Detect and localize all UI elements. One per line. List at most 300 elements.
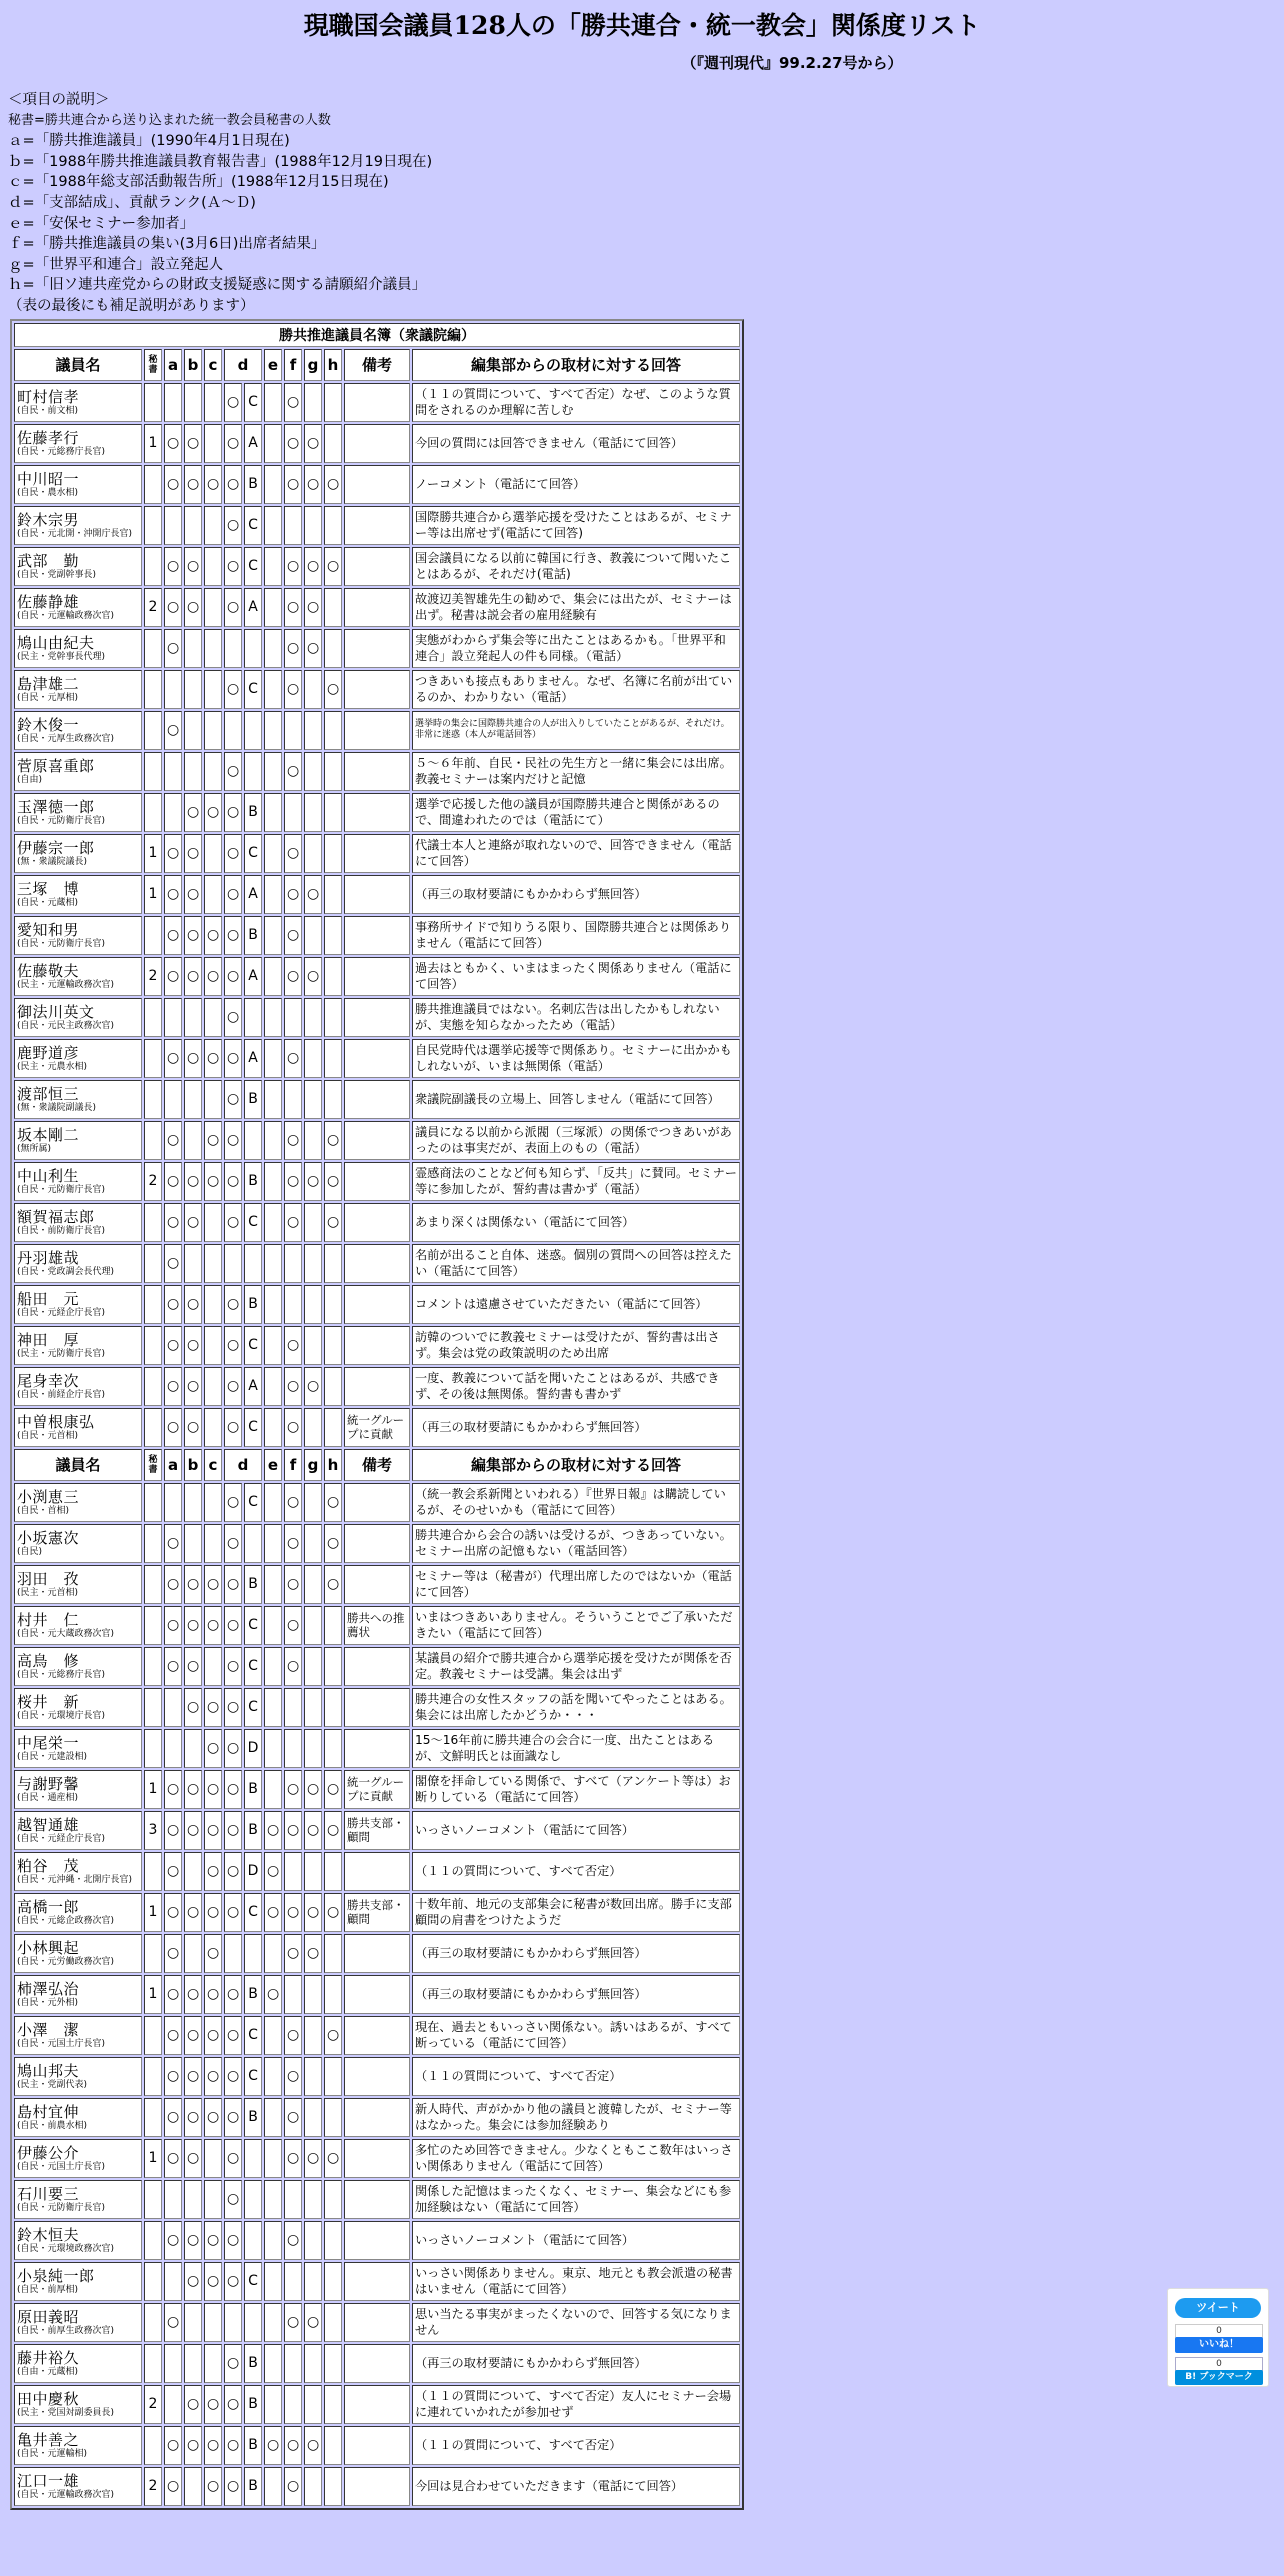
mark-f: ○ (284, 547, 302, 586)
member-cell (14, 1524, 142, 1563)
mark-a: ○ (164, 1367, 182, 1406)
member-name: 石川要三 (17, 2184, 80, 2203)
mark-b: ○ (184, 2139, 202, 2178)
mark-b: ○ (184, 834, 202, 873)
answer-cell: 霊感商法のことなど何も知らず、「反共」に賛同。セミナー等に参加したが、誓約書は書かず（電話） (412, 1162, 740, 1201)
mark-d: ○ (224, 752, 242, 791)
mark-a: ○ (164, 2139, 182, 2178)
mark-f: ○ (284, 1367, 302, 1406)
mark-e (264, 1408, 282, 1447)
mark-b: ○ (184, 957, 202, 996)
rank-d: C (244, 1647, 262, 1686)
mark-g (304, 1121, 322, 1160)
mark-b: ○ (184, 1770, 202, 1809)
table-row (14, 1285, 740, 1324)
table-row (14, 793, 740, 832)
mark-f: ○ (284, 2221, 302, 2260)
table-row (14, 1483, 740, 1522)
member-cell (14, 1080, 142, 1119)
hisho-count (144, 916, 162, 955)
member-party: (自民・元運輸政務次官) (17, 610, 115, 621)
mark-c: ○ (204, 1162, 222, 1201)
mark-b: ○ (184, 1647, 202, 1686)
rank-d: C (244, 1483, 262, 1522)
mark-c (204, 424, 222, 463)
note-cell (344, 1934, 410, 1973)
mark-c: ○ (204, 1934, 222, 1973)
mark-g (304, 1408, 322, 1447)
legend (8, 90, 1284, 317)
mark-e (264, 793, 282, 832)
mark-b (184, 670, 202, 709)
mark-b: ○ (184, 465, 202, 504)
rank-d: C (244, 2057, 262, 2096)
table-row (14, 2016, 740, 2055)
mark-f (284, 1852, 302, 1891)
rank-d: A (244, 875, 262, 914)
hisho-count (144, 1934, 162, 1973)
note-cell (344, 2467, 410, 2506)
mark-d: ○ (224, 957, 242, 996)
hisho-count (144, 1565, 162, 1604)
mark-b (184, 1852, 202, 1891)
mark-b: ○ (184, 1811, 202, 1850)
mark-e (264, 2303, 282, 2342)
rank-d: B (244, 916, 262, 955)
mark-d: ○ (224, 2221, 242, 2260)
member-party: (自民・元防衛庁長官) (17, 938, 106, 949)
mark-h (324, 2098, 342, 2137)
mark-e (264, 752, 282, 791)
member-party: (民主・党副代表) (17, 2079, 88, 2090)
header-name: 議員名 (14, 349, 142, 381)
share-widget (1167, 2288, 1269, 2387)
member-party: (無・衆議院議長) (17, 856, 88, 867)
answer-cell: いっさいノーコメント（電話にて回答） (412, 2221, 740, 2260)
member-name: 中尾栄一 (17, 1733, 80, 1752)
mark-c (204, 2303, 222, 2342)
rank-d: A (244, 1039, 262, 1078)
mark-a: ○ (164, 1975, 182, 2014)
rank-d: B (244, 1162, 262, 1201)
rank-d: C (244, 1688, 262, 1727)
member-party: (自民・元厚相) (17, 692, 79, 703)
hatena-bookmark-button[interactable]: B! ブックマーク (1175, 2370, 1263, 2385)
facebook-like-count: 0 (1175, 2324, 1263, 2338)
member-party: (自民・農水相) (17, 487, 79, 498)
legend-item: 秘書=勝共連合から送り込まれた統一教会員秘書の人数 (8, 112, 331, 128)
mark-e (264, 1934, 282, 1973)
rank-d: B (244, 1285, 262, 1324)
answer-cell: 某議員の紹介で勝共連合から選挙応援を受けたが関係を否定。教義セミナーは受講。集会は出ず (412, 1647, 740, 1686)
mark-h (324, 793, 342, 832)
note-cell: 統一グループに貢献 (344, 1408, 410, 1447)
mark-f: ○ (284, 2426, 302, 2465)
member-name: 佐藤静雄 (17, 592, 80, 611)
rank-d (244, 752, 262, 791)
mark-d: ○ (224, 1080, 242, 1119)
rank-d (244, 998, 262, 1037)
answer-cell: （１１の質問について、すべて否定） (412, 1852, 740, 1891)
member-cell (14, 1606, 142, 1645)
mark-g (304, 1565, 322, 1604)
mark-h: ○ (324, 1811, 342, 1850)
mark-g (304, 2344, 322, 2383)
mark-h (324, 834, 342, 873)
mark-b (184, 2467, 202, 2506)
rank-d (244, 2180, 262, 2219)
note-cell (344, 2057, 410, 2096)
note-cell (344, 2344, 410, 2383)
answer-cell: （再三の取材要請にもかかわらず無回答） (412, 1408, 740, 1447)
table-row (14, 1729, 740, 1768)
mark-h (324, 2303, 342, 2342)
table-row (14, 2467, 740, 2506)
mark-d (224, 1244, 242, 1283)
mark-d: ○ (224, 2385, 242, 2424)
mark-f: ○ (284, 957, 302, 996)
member-party: (自民・前農水相) (17, 2120, 88, 2131)
mark-e (264, 1080, 282, 1119)
mark-c: ○ (204, 2221, 222, 2260)
mark-b: ○ (184, 1039, 202, 1078)
member-name: 藤井裕久 (17, 2348, 80, 2367)
rank-d: B (244, 2385, 262, 2424)
mark-a: ○ (164, 834, 182, 873)
mark-b: ○ (184, 588, 202, 627)
answer-cell: コメントは遠慮させていただきたい（電話にて回答） (412, 1285, 740, 1324)
member-party: (自由・元蔵相) (17, 2366, 79, 2377)
mark-g (304, 2057, 322, 2096)
note-cell (344, 1565, 410, 1604)
member-name: 鈴木恒夫 (17, 2225, 80, 2244)
header-a: a (164, 349, 182, 381)
member-cell (14, 2139, 142, 2178)
table-row (14, 1606, 740, 1645)
hisho-count (144, 2098, 162, 2137)
mark-h: ○ (324, 1893, 342, 1932)
header-note: 備考 (344, 349, 410, 381)
member-name: 鹿野道彦 (17, 1043, 80, 1062)
member-party: (自民) (17, 1546, 43, 1557)
mark-c: ○ (204, 1565, 222, 1604)
mark-b: ○ (184, 2057, 202, 2096)
member-party: (無所属) (17, 1143, 52, 1154)
mark-e (264, 1039, 282, 1078)
member-cell (14, 998, 142, 1037)
answer-cell: 一度、教義について話を聞いたことはあるが、共感できず、その後は無関係。誓約書も書かず (412, 1367, 740, 1406)
mark-c (204, 2139, 222, 2178)
note-cell (344, 1121, 410, 1160)
table-row (14, 1770, 740, 1809)
member-party: (自民・元蔵相) (17, 897, 79, 908)
mark-g (304, 998, 322, 1037)
mark-d: ○ (224, 2098, 242, 2137)
mark-g: ○ (304, 547, 322, 586)
member-party: (自民・党副幹事長) (17, 569, 97, 580)
mark-g: ○ (304, 1893, 322, 1932)
mark-d: ○ (224, 547, 242, 586)
mark-b (184, 2303, 202, 2342)
hisho-count: 2 (144, 1162, 162, 1201)
mark-g: ○ (304, 2426, 322, 2465)
mark-d: ○ (224, 1852, 242, 1891)
mark-b: ○ (184, 2016, 202, 2055)
member-name: 中曽根康弘 (17, 1412, 95, 1431)
mark-b (184, 383, 202, 422)
mark-a (164, 383, 182, 422)
mark-e (264, 2344, 282, 2383)
mark-e (264, 2385, 282, 2424)
answer-cell: 閣僚を拝命している関係で、すべて（アンケート等は）お断りしている（電話にて回答） (412, 1770, 740, 1809)
mark-c: ○ (204, 1729, 222, 1768)
mark-h (324, 2180, 342, 2219)
member-party: (自民・元首相) (17, 1430, 79, 1441)
hisho-count (144, 1039, 162, 1078)
member-party: (自民・元運輸相) (17, 2448, 88, 2459)
mark-a: ○ (164, 2467, 182, 2506)
mark-b: ○ (184, 1326, 202, 1365)
mark-h (324, 1934, 342, 1973)
mark-h (324, 2057, 342, 2096)
member-name: 船田 元 (17, 1289, 80, 1308)
mark-a: ○ (164, 1244, 182, 1283)
mark-b: ○ (184, 1408, 202, 1447)
hisho-count (144, 1080, 162, 1119)
mark-c: ○ (204, 1688, 222, 1727)
note-cell (344, 424, 410, 463)
mark-d: ○ (224, 1811, 242, 1850)
note-cell (344, 1647, 410, 1686)
member-name: 小泉純一郎 (17, 2266, 95, 2285)
mark-d: ○ (224, 1688, 242, 1727)
mark-f: ○ (284, 1326, 302, 1365)
note-cell (344, 506, 410, 545)
legend-heading: ＜項目の説明＞ (8, 92, 110, 108)
note-cell (344, 875, 410, 914)
mark-b: ○ (184, 1893, 202, 1932)
member-name: 佐藤孝行 (17, 428, 80, 447)
member-name: 菅原喜重郎 (17, 756, 95, 775)
hisho-count (144, 752, 162, 791)
tweet-button[interactable]: ツイート (1175, 2298, 1261, 2318)
mark-d: ○ (224, 2057, 242, 2096)
member-cell (14, 711, 142, 750)
mark-d (224, 629, 242, 668)
mark-g (304, 1285, 322, 1324)
member-cell (14, 2303, 142, 2342)
mark-d: ○ (224, 1483, 242, 1522)
mark-h: ○ (324, 1121, 342, 1160)
hisho-count (144, 2221, 162, 2260)
mark-d: ○ (224, 916, 242, 955)
member-name: 島村宜伸 (17, 2102, 80, 2121)
mark-e: ○ (264, 1893, 282, 1932)
mark-d: ○ (224, 1326, 242, 1365)
answer-cell: セミナー等は（秘書が）代理出席したのではないか（電話にて回答） (412, 1565, 740, 1604)
mark-e: ○ (264, 1975, 282, 2014)
mark-c (204, 506, 222, 545)
legend-item: ｅ=「安保セミナー参加者」 (8, 215, 195, 232)
mark-e (264, 424, 282, 463)
mark-b: ○ (184, 2098, 202, 2137)
mark-a: ○ (164, 1852, 182, 1891)
answer-cell: つきあいも接点もありません。なぜ、名簿に名前が出ているのか、わかりない（電話） (412, 670, 740, 709)
mark-c (204, 711, 222, 750)
mark-h (324, 2221, 342, 2260)
mark-d: ○ (224, 465, 242, 504)
rank-d: C (244, 547, 262, 586)
member-cell (14, 1326, 142, 1365)
note-cell: 勝共への推薦状 (344, 1606, 410, 1645)
mark-f (284, 2180, 302, 2219)
legend-item: ｄ=「支部結成」、貢献ランク(Ａ～Ｄ) (8, 194, 256, 211)
mark-h (324, 588, 342, 627)
hisho-count (144, 2303, 162, 2342)
mark-g: ○ (304, 1811, 322, 1850)
mark-e (264, 465, 282, 504)
answer-cell: （統一教会系新聞といわれる）『世界日報』は購読しているが、そのせいかも（電話にて回答） (412, 1483, 740, 1522)
member-cell (14, 1975, 142, 2014)
table-row (14, 1121, 740, 1160)
member-party: (自民・前厚生政務次官) (17, 2325, 115, 2336)
table-row (14, 1934, 740, 1973)
note-cell (344, 2385, 410, 2424)
member-name: 小渕恵三 (17, 1487, 80, 1506)
mark-b: ○ (184, 793, 202, 832)
member-cell (14, 2180, 142, 2219)
member-cell (14, 465, 142, 504)
mark-e (264, 1483, 282, 1522)
note-cell (344, 2262, 410, 2301)
mark-c (204, 2180, 222, 2219)
mark-a: ○ (164, 2221, 182, 2260)
member-cell (14, 506, 142, 545)
mark-g (304, 506, 322, 545)
note-cell (344, 2098, 410, 2137)
mark-e (264, 383, 282, 422)
member-party: (自民・元建設相) (17, 1751, 88, 1762)
hisho-count (144, 1285, 162, 1324)
mark-f: ○ (284, 2303, 302, 2342)
mark-e (264, 2016, 282, 2055)
hisho-count (144, 465, 162, 504)
mark-g: ○ (304, 1770, 322, 1809)
table-row (14, 1203, 740, 1242)
member-name: 中山利生 (17, 1166, 80, 1185)
mark-g (304, 1606, 322, 1645)
mark-c (204, 670, 222, 709)
hisho-count (144, 547, 162, 586)
note-cell (344, 1326, 410, 1365)
mark-g (304, 1483, 322, 1522)
mark-a: ○ (164, 1162, 182, 1201)
mark-c: ○ (204, 1039, 222, 1078)
mark-f: ○ (284, 1565, 302, 1604)
mark-d: ○ (224, 506, 242, 545)
member-name: 武部 勤 (17, 551, 80, 570)
mark-b (184, 1524, 202, 1563)
note-cell (344, 2180, 410, 2219)
rank-d: B (244, 1770, 262, 1809)
mark-e (264, 1162, 282, 1201)
hisho-count (144, 1729, 162, 1768)
mark-d: ○ (224, 2262, 242, 2301)
note-cell: 勝共支部・顧問 (344, 1811, 410, 1850)
legend-item: （表の最後にも補足説明があります） (8, 297, 255, 314)
mark-b: ○ (184, 2221, 202, 2260)
note-cell (344, 916, 410, 955)
mark-e (264, 2180, 282, 2219)
mark-f (284, 1729, 302, 1768)
table-row (14, 1408, 740, 1447)
mark-e (264, 1203, 282, 1242)
mark-h (324, 1367, 342, 1406)
mark-g: ○ (304, 465, 322, 504)
mark-b (184, 1244, 202, 1283)
member-cell (14, 547, 142, 586)
mark-a: ○ (164, 1408, 182, 1447)
mark-h (324, 424, 342, 463)
mark-c (204, 2344, 222, 2383)
table-caption: 勝共推進議員名簿（衆議院編） (14, 323, 740, 347)
member-cell (14, 1811, 142, 1850)
mark-e: ○ (264, 2426, 282, 2465)
mark-g (304, 2221, 322, 2260)
mark-d: ○ (224, 1203, 242, 1242)
rank-d (244, 1244, 262, 1283)
mark-h (324, 1688, 342, 1727)
mark-f: ○ (284, 916, 302, 955)
mark-a: ○ (164, 2016, 182, 2055)
hisho-count (144, 1203, 162, 1242)
mark-d: ○ (224, 1524, 242, 1563)
mark-a: ○ (164, 916, 182, 955)
hisho-count (144, 506, 162, 545)
mark-a: ○ (164, 1770, 182, 1809)
hisho-count: 1 (144, 1770, 162, 1809)
member-party: (自民・元運輸政務次官) (17, 2489, 115, 2500)
mark-h (324, 998, 342, 1037)
mark-g (304, 1203, 322, 1242)
legend-item: ｈ=「旧ソ連共産党からの財政支援疑惑に関する請願紹介議員」 (8, 277, 427, 294)
mark-e (264, 547, 282, 586)
answer-cell: 勝共連合から会合の誘いは受けるが、つきあっていない。セミナー出席の記憶もない（電話回答） (412, 1524, 740, 1563)
mark-a: ○ (164, 547, 182, 586)
mark-g (304, 834, 322, 873)
member-cell (14, 2385, 142, 2424)
mark-c (204, 547, 222, 586)
rank-d: B (244, 1975, 262, 2014)
member-cell (14, 916, 142, 955)
mark-c: ○ (204, 1852, 222, 1891)
answer-cell: 国会議員になる以前に韓国に行き、教義について聞いたことはあるが、それだけ(電話) (412, 547, 740, 586)
mark-d: ○ (224, 1367, 242, 1406)
mark-c: ○ (204, 2426, 222, 2465)
mark-h (324, 1039, 342, 1078)
member-party: (自由) (17, 774, 43, 785)
member-cell (14, 1285, 142, 1324)
mark-g (304, 916, 322, 955)
member-name: 島津雄二 (17, 674, 80, 693)
mark-d: ○ (224, 670, 242, 709)
note-cell (344, 670, 410, 709)
facebook-like-button[interactable]: いいね！ (1175, 2337, 1263, 2353)
mark-a (164, 793, 182, 832)
note-cell (344, 957, 410, 996)
answer-cell: 名前が出ること自体、迷惑。個別の質問への回答は控えたい（電話にて回答） (412, 1244, 740, 1283)
hisho-count (144, 793, 162, 832)
